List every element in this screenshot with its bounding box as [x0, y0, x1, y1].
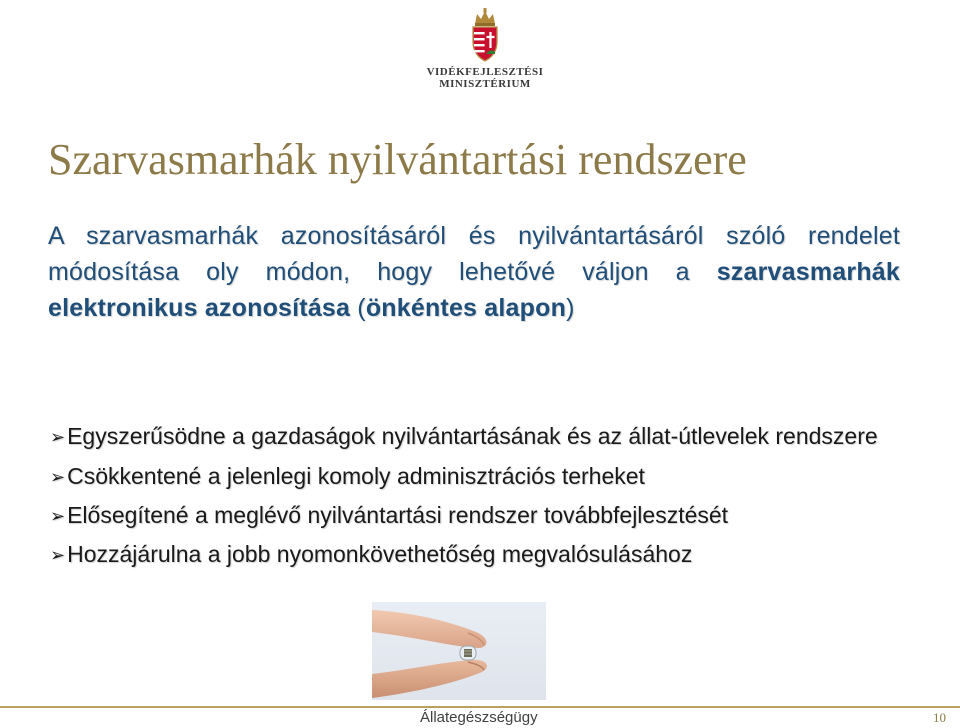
ministry-name-line1: VIDÉKFEJLESZTÉSI: [426, 66, 544, 78]
ministry-name-line2: MINISZTÉRIUM: [439, 78, 531, 90]
footer-divider: [0, 706, 960, 708]
list-item-text: Csökkentené a jelenlegi komoly adminisztrációs terheket: [67, 463, 645, 489]
list-item: [50, 499, 898, 533]
list-item: [50, 460, 898, 494]
microchip-photo: [372, 602, 546, 700]
arrow-bullet-icon: ➢: [50, 506, 66, 526]
benefit-list: [50, 420, 898, 577]
ministry-logo: [420, 8, 550, 90]
microchip-fingers-illustration: [372, 602, 546, 700]
list-item-text: Elősegítené a meglévő nyilvántartási rendszer továbbfejlesztését: [67, 502, 729, 528]
ministry-name: [420, 66, 550, 90]
intro-text-2: (: [350, 294, 366, 322]
intro-bold-1: szarvasmarhák elektronikus azonosítása: [48, 258, 900, 322]
arrow-bullet-icon: ➢: [50, 545, 66, 565]
coat-of-arms-icon: [465, 8, 505, 62]
intro-text-3: ): [566, 294, 575, 322]
list-item: [50, 420, 898, 454]
intro-text-1: A szarvasmarhák azonosításáról és nyilvántartásáról szóló rendelet módosítása oly módon, hogy lehetővé váljon a: [48, 222, 900, 286]
page-number: 10: [933, 710, 946, 725]
intro-paragraph: [48, 218, 900, 326]
slide-title: Szarvasmarhák nyilvántartási rendszere: [48, 135, 747, 184]
arrow-bullet-icon: ➢: [50, 427, 66, 447]
intro-bold-2: önkéntes alapon: [365, 294, 567, 322]
list-item-text: Hozzájárulna a jobb nyomonkövethetőség megvalósulásához: [67, 541, 693, 567]
footer-label: Állategészségügy: [420, 709, 538, 726]
list-item-text: Egyszerűsödne a gazdaságok nyilvántartásának és az állat-útlevelek rendszere: [67, 423, 878, 449]
list-item: [50, 538, 898, 572]
arrow-bullet-icon: ➢: [50, 467, 66, 487]
